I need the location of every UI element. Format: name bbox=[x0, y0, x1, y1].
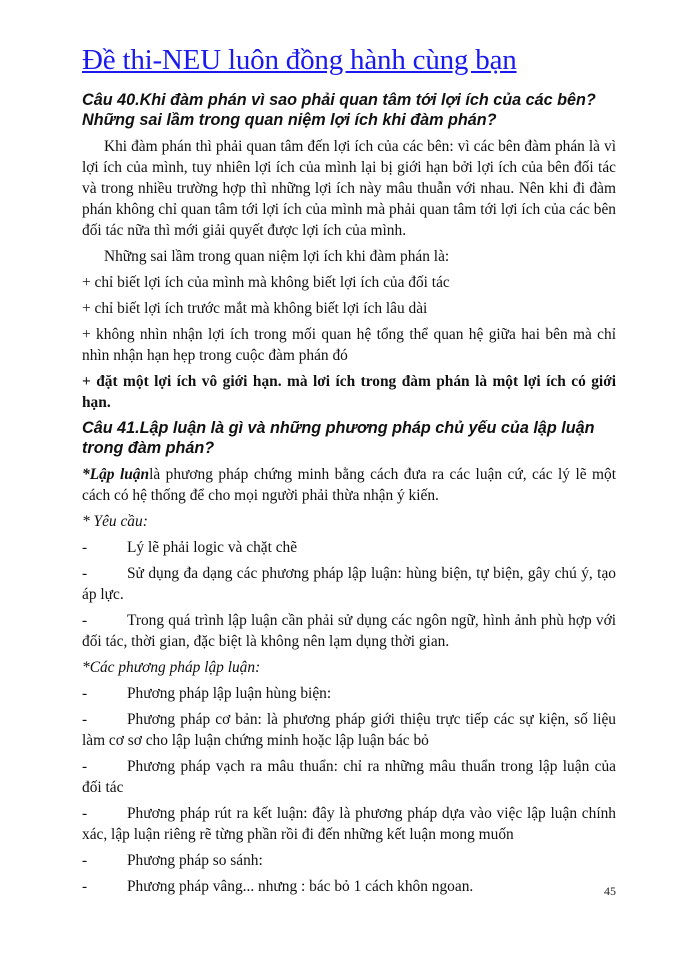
requirement-text: Sử dụng đa dạng các phương pháp lập luận: hùng biện, tự biện, gây chú ý, tạo áp lực. bbox=[82, 565, 616, 603]
requirement-item bbox=[82, 610, 616, 652]
q40-list-item: + chỉ biết lợi ích trước mắt mà không biết lợi ích lâu dài bbox=[82, 300, 428, 317]
requirement-text: Lý lẽ phải logic và chặt chẽ bbox=[127, 539, 298, 556]
requirement-text: Trong quá trình lập luận cần phải sử dụng các ngôn ngữ, hình ảnh phù hợp với đối tác, thời gian, đặc biệt là không nên lạm dụng thời gian. bbox=[82, 612, 616, 650]
method-item bbox=[82, 876, 616, 897]
definition-term: *Lập luận bbox=[82, 466, 150, 483]
definition-paragraph bbox=[82, 464, 616, 506]
method-text: Phương pháp rút ra kết luận: đây là phương pháp dựa vào việc lập luận chính xác, lập luận riêng rẽ từng phần rồi đi đến những kết luận mong muốn bbox=[82, 805, 616, 843]
dash-bullet: - bbox=[82, 539, 88, 556]
q40-list-item-bold: + đặt một lợi ích vô giới hạn. mà lơi ích trong đàm phán là một lợi ích có giới hạn. bbox=[82, 373, 616, 411]
q40-paragraph-2: Những sai lầm trong quan niệm lợi ích khi đàm phán là: bbox=[104, 248, 450, 265]
header-link[interactable]: Đề thi-NEU luôn đồng hành cùng bạn bbox=[82, 44, 517, 76]
q40-list-item: + chỉ biết lợi ích của mình mà không biết lợi ích của đối tác bbox=[82, 274, 450, 291]
method-text: Phương pháp lập luận hùng biện: bbox=[127, 685, 332, 702]
method-item bbox=[82, 803, 616, 845]
method-text: Phương pháp vạch ra mâu thuẩn: chỉ ra những mâu thuẩn trong lập luận của đối tác bbox=[82, 758, 616, 796]
requirement-item bbox=[82, 563, 616, 605]
dash-bullet: - bbox=[82, 612, 88, 629]
method-text: Phương pháp vâng... nhưng : bác bỏ 1 cách khôn ngoan. bbox=[127, 878, 474, 895]
method-item bbox=[82, 709, 616, 751]
requirements-label: * Yêu cầu: bbox=[82, 513, 148, 530]
dash-bullet: - bbox=[82, 805, 88, 822]
method-item bbox=[82, 683, 616, 704]
question-40-heading: Câu 40.Khi đàm phán vì sao phải quan tâm tới lợi ích của các bên? Những sai lầm trong quan niệm lợi ích khi đàm phán? bbox=[82, 91, 596, 129]
dash-bullet: - bbox=[82, 878, 88, 895]
dash-bullet: - bbox=[82, 758, 88, 775]
document-body bbox=[82, 90, 616, 902]
dash-bullet: - bbox=[82, 852, 88, 869]
method-text: Phương pháp cơ bản: là phương pháp giới thiệu trực tiếp các sự kiện, số liệu làm cơ sơ cho lập luận chứng minh hoặc lập luận bác bỏ bbox=[82, 711, 616, 749]
dash-bullet: - bbox=[82, 685, 88, 702]
method-item bbox=[82, 850, 616, 871]
dash-bullet: - bbox=[82, 711, 88, 728]
dash-bullet: - bbox=[82, 565, 88, 582]
requirement-item bbox=[82, 537, 616, 558]
method-text: Phương pháp so sánh: bbox=[127, 852, 263, 869]
q40-paragraph-1: Khi đàm phán thì phải quan tâm đến lợi ích của các bên: vì các bên đàm phán là vì lợi ích của mình, tuy nhiên lợi ích của mình lại bị giới hạn bởi lợi ích của bên đối tác và trong nhiều trường hợp thì những lợi ích này mâu thuẫn với nhau. Nên khi đi đàm phán không chỉ quan tâm tới lợi ích của mình mà phải quan tâm tới lợi ích của các bên đối tác nữa thì mới giải quyết được lợi ích của mình. bbox=[82, 138, 616, 239]
question-41-heading: Câu 41.Lập luận là gì và những phương pháp chủ yếu của lập luận trong đàm phán? bbox=[82, 419, 595, 457]
definition-text: là phương pháp chứng minh bằng cách đưa ra các luận cứ, các lý lẽ một cách có hệ thống để cho mọi người phải thừa nhận ý kiến. bbox=[82, 466, 616, 504]
page-number: 45 bbox=[604, 884, 616, 898]
q40-list-item: + không nhìn nhận lợi ích trong mối quan hệ tổng thể quan hệ giữa hai bên mà chỉ nhìn nhận hạn hẹp trong cuộc đàm phán đó bbox=[82, 326, 616, 364]
method-item bbox=[82, 756, 616, 798]
methods-label: *Các phương pháp lập luận: bbox=[82, 659, 261, 676]
